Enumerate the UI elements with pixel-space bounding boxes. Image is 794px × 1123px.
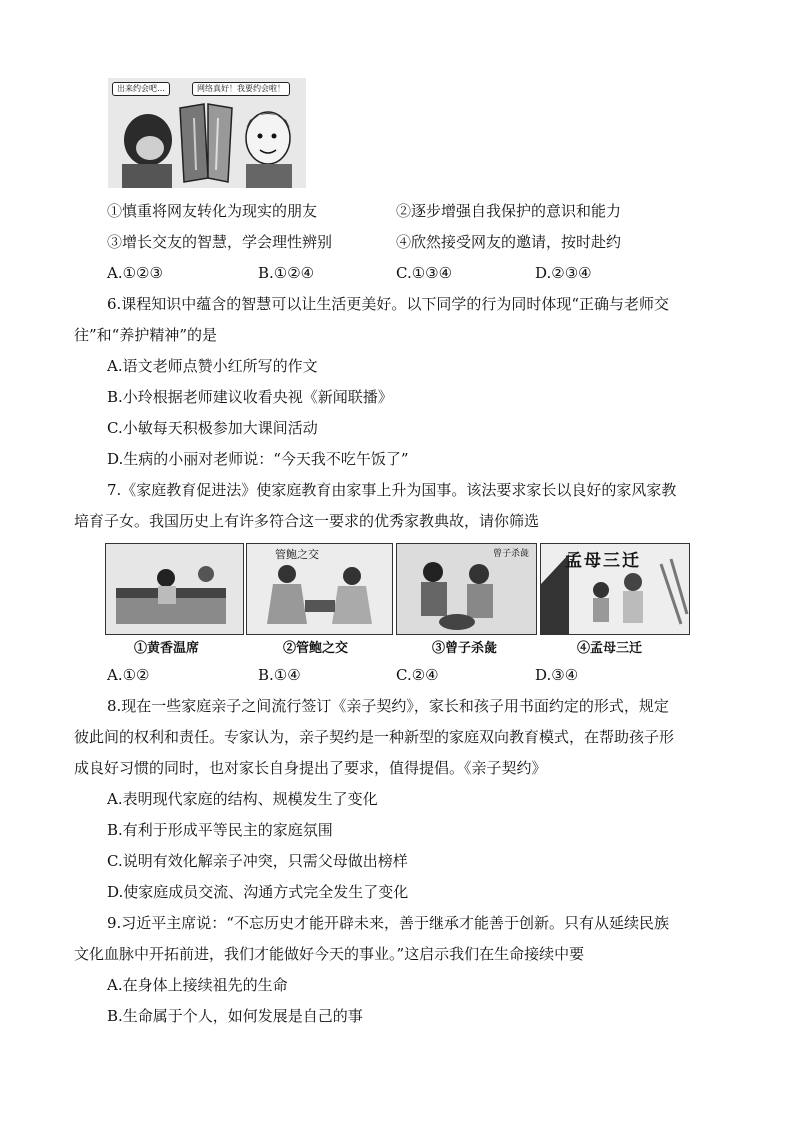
- guanbao-panel-title: 管鲍之交: [275, 548, 319, 561]
- q5-choice-b: B.①②④: [258, 264, 315, 282]
- q8-choice-a: A.表明现代家庭的结构、规模发生了变化: [107, 790, 378, 808]
- story-panel-zengzi: [396, 543, 537, 635]
- q8-choice-b: B.有利于形成平等民主的家庭氛围: [107, 821, 333, 839]
- q5-choice-a: A.①②③: [107, 264, 163, 282]
- q5-statement-4: ④欣然接受网友的邀请，按时赴约: [396, 233, 622, 251]
- q7-stem-line-1: 7.《家庭教育促进法》使家庭教育由家事上升为国事。该法要求家长以良好的家风家教: [107, 481, 677, 499]
- q8-stem-line-1: 8.现在一些家庭亲子之间流行签订《亲子契约》，家长和孩子用书面约定的形式，规定: [107, 697, 669, 715]
- zengzi-panel-title: 曾子杀彘: [493, 549, 530, 559]
- online-friend-cartoon: [108, 78, 306, 188]
- q7-choice-d: D.③④: [535, 666, 579, 684]
- q7-choice-c: C.②④: [396, 666, 439, 684]
- story-panel-huangxiang: [105, 543, 244, 635]
- q7-stem-line-2: 培育子女。我国历史上有许多符合这一要求的优秀家教典故，请你筛选: [74, 512, 540, 530]
- story-panel-guanbao: [246, 543, 393, 635]
- caption-guanbao: ②管鲍之交: [283, 641, 349, 656]
- huangxiang-illustration: [106, 544, 243, 634]
- caption-huangxiang: ①黄香温席: [134, 641, 200, 656]
- q9-stem-line-1: 9.习近平主席说：“不忘历史才能开辟未来，善于继承才能善于创新。只有从延续民族: [107, 914, 669, 932]
- q8-stem-line-2: 彼此间的权利和责任。专家认为，亲子契约是一种新型的家庭双向教育模式，在帮助孩子形: [74, 728, 675, 746]
- speech-bubble-right: 网络真好！我要约会啦！: [192, 82, 290, 96]
- q6-choice-b: B.小玲根据老师建议收看央视《新闻联播》: [107, 388, 393, 406]
- q8-choice-d: D.使家庭成员交流、沟通方式完全发生了变化: [107, 883, 409, 901]
- q8-stem-line-3: 成良好习惯的同时，也对家长自身提出了要求，值得提倡。《亲子契约》: [74, 759, 547, 777]
- q5-statement-1: ①慎重将网友转化为现实的朋友: [107, 202, 318, 220]
- caption-zengzi: ③曾子杀彘: [432, 641, 498, 656]
- q5-choice-c: C.①③④: [396, 264, 453, 282]
- q9-choice-b: B.生命属于个人，如何发展是自己的事: [107, 1007, 363, 1025]
- story-panel-mengmu: [540, 543, 690, 635]
- q6-stem-line-2: 往”和“养护精神”的是: [74, 326, 218, 344]
- q6-choice-d: D.生病的小丽对老师说：“今天我不吃午饭了”: [107, 450, 409, 468]
- q6-choice-a: A.语文老师点赞小红所写的作文: [107, 357, 318, 375]
- speech-bubble-left: 出来约会吧…: [112, 82, 170, 96]
- guanbao-illustration: [247, 544, 392, 634]
- q5-choice-d: D.②③④: [535, 264, 592, 282]
- q5-statement-3: ③增长交友的智慧，学会理性辨别: [107, 233, 333, 251]
- q9-choice-a: A.在身体上接续祖先的生命: [107, 976, 288, 994]
- q7-choice-a: A.①②: [107, 666, 150, 684]
- q7-choice-b: B.①④: [258, 666, 301, 684]
- mengmu-panel-title: 孟母三迁: [565, 551, 641, 571]
- q5-statement-2: ②逐步增强自我保护的意识和能力: [396, 202, 622, 220]
- q9-stem-line-2: 文化血脉中开拓前进，我们才能做好今天的事业。”这启示我们在生命接续中要: [74, 945, 585, 963]
- caption-mengmu: ④孟母三迁: [577, 641, 643, 656]
- q8-choice-c: C.说明有效化解亲子冲突，只需父母做出榜样: [107, 852, 408, 870]
- q6-choice-c: C.小敏每天积极参加大课间活动: [107, 419, 318, 437]
- q6-stem-line-1: 6.课程知识中蕴含的智慧可以让生活更美好。以下同学的行为同时体现“正确与老师交: [107, 295, 669, 313]
